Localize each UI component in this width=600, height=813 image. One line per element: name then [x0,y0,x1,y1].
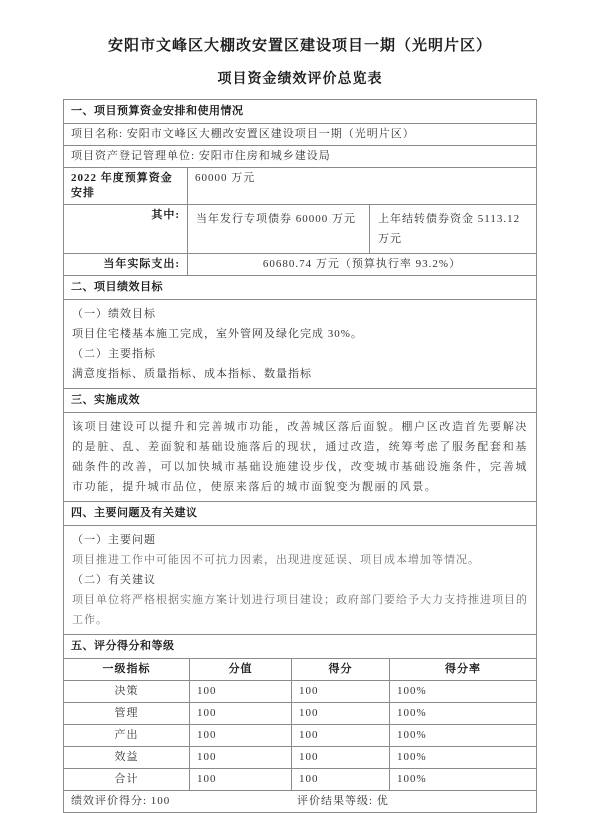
full-score-value: 100 [190,725,292,746]
main-problems-text: 项目推进工作中可能因不可抗力因素，出现进度延误、项目成本增加等情况。 [72,554,480,566]
score-value: 100 [292,703,390,724]
main-indicators-text: 满意度指标、质量指标、成本指标、数量指标 [72,368,312,380]
performance-goal-text: 项目住宅楼基本施工完成，室外管网及绿化完成 30%。 [72,328,363,340]
score-rate-value: 100% [397,685,427,697]
section1-heading-row [64,100,536,123]
indicator-name: 效益 [64,747,190,768]
among-bond: 当年发行专项债券 60000 万元 [188,205,370,253]
score-value: 100 [292,747,390,768]
suggestions-subheading: （二）有关建议 [72,574,156,586]
among-label: 其中: [64,205,188,253]
col-header-score-rate: 得分率 [445,663,481,675]
section2-body [64,300,536,388]
budget-label: 2022 年度预算资金安排 [64,168,188,204]
score-row-benefit [64,746,536,768]
actual-spend-row [64,253,536,275]
section3-heading-row [64,388,536,412]
document-subtitle: 项目资金绩效评价总览表 [217,70,383,86]
score-row-management [64,702,536,724]
section5-heading: 五、评分得分和等级 [71,640,175,652]
implementation-effect-text: 该项目建设可以提升和完善城市功能，改善城区落后面貌。棚户区改造首先要解决的是脏、乱、差面貌和基础设施落后的现状，通过改造，统筹考虑了服务配套和基础条件的改善，可以加快城市基础设施建设步伐，改变城市基础设施条件，完善城市功能，提升城市品位，使原来落后的城市面貌变为靓丽的风景。 [72,421,528,493]
document-title: 安阳市文峰区大棚改安置区建设项目一期（光明片区） [107,37,492,54]
registry-unit: 项目资产登记管理单位: 安阳市住房和城乡建设局 [71,150,331,162]
col-header-score: 得分 [292,659,390,680]
score-rate-value: 100% [397,751,427,763]
budget-value: 60000 万元 [195,172,256,184]
main-problems-subheading: （一）主要问题 [72,534,156,546]
score-table-header-row [64,658,536,680]
section4-heading-row [64,501,536,525]
evaluation-grade: 评价结果等级: 优 [297,795,389,807]
col-header-full-score: 分值 [190,659,292,680]
summary-table [63,99,537,813]
section3-body-row [64,412,536,501]
full-score-value: 100 [190,703,292,724]
indicator-name: 决策 [64,681,190,702]
score-rate-value: 100% [397,729,427,741]
performance-goal-subheading: （一）绩效目标 [72,308,156,320]
budget-row [64,167,536,204]
indicator-name: 产出 [64,725,190,746]
section2-heading: 二、项目绩效目标 [71,281,163,293]
score-summary-row [64,790,536,812]
section2-body-row [64,299,536,388]
score-rate-value: 100% [397,707,427,719]
section5-heading-row [64,634,536,658]
full-score-value: 100 [190,681,292,702]
section2-heading-row [64,275,536,299]
section4-body-row [64,525,536,634]
indicator-name: 管理 [64,703,190,724]
score-row-decision [64,680,536,702]
score-value: 100 [292,725,390,746]
evaluation-score: 绩效评价得分: 100 [71,795,171,807]
section4-body [64,526,536,634]
score-value: 100 [292,681,390,702]
project-name: 项目名称: 安阳市文峰区大棚改安置区建设项目一期（光明片区） [71,128,415,140]
col-header-indicator: 一级指标 [64,659,190,680]
registry-unit-row [64,145,536,167]
among-carryover: 上年结转债券资金 5113.12 万元 [378,213,521,245]
main-indicators-subheading: （二）主要指标 [72,348,156,360]
actual-spend-label: 当年实际支出: [64,254,188,275]
indicator-name: 合计 [64,769,190,790]
among-row [64,204,536,253]
score-row-output [64,724,536,746]
section4-heading: 四、主要问题及有关建议 [71,507,198,519]
actual-spend-value: 60680.74 万元（预算执行率 93.2%） [262,258,462,270]
score-row-total [64,768,536,790]
score-rate-value: 100% [397,773,427,785]
project-name-row [64,123,536,145]
full-score-value: 100 [190,769,292,790]
score-value: 100 [292,769,390,790]
suggestions-text: 项目单位将严格根据实施方案计划进行项目建设；政府部门要给予大力支持推进项目的工作。 [72,594,528,626]
section3-heading: 三、实施成效 [71,394,140,406]
full-score-value: 100 [190,747,292,768]
section1-heading: 一、项目预算资金安排和使用情况 [71,105,244,117]
